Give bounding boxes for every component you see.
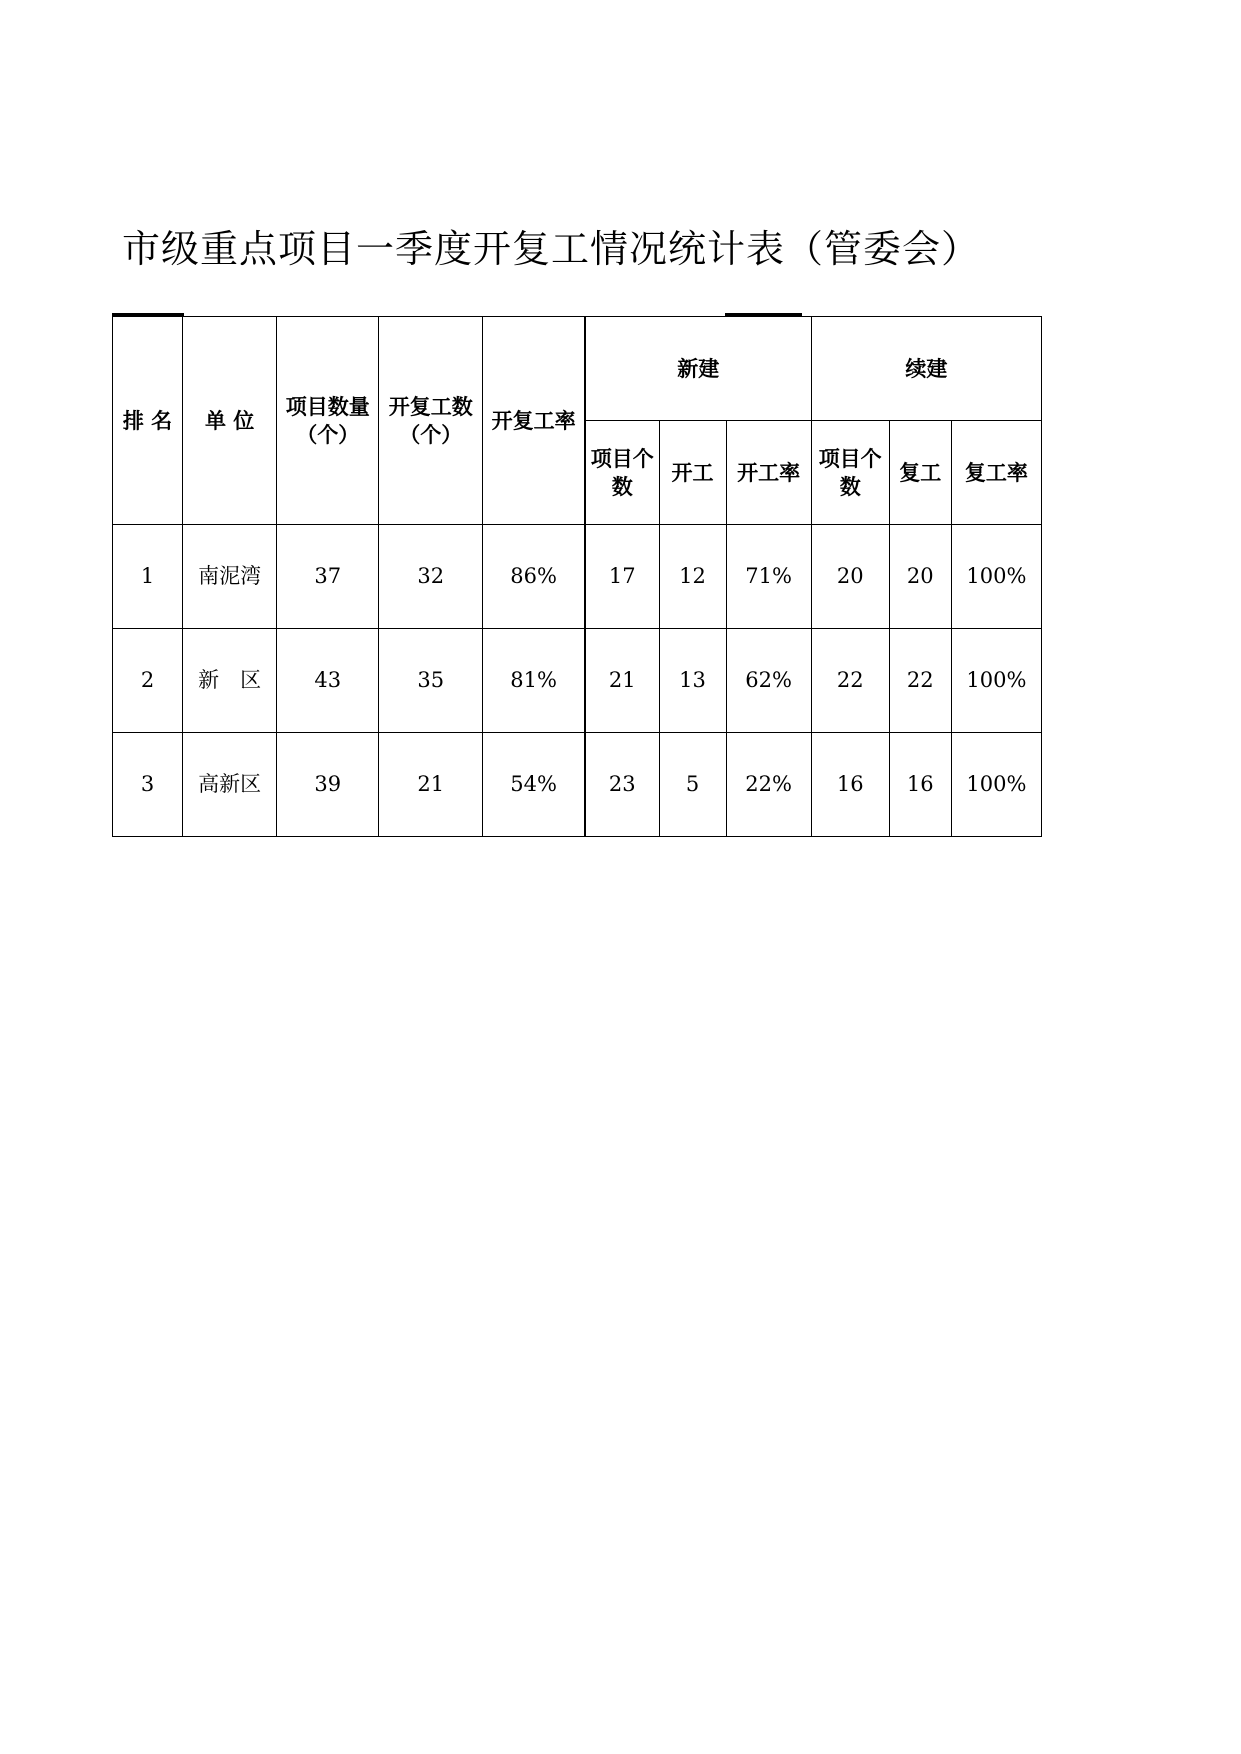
cell-unit: 南泥湾 [183, 525, 277, 629]
cell-unit: 新 区 [183, 629, 277, 733]
header-continued-construction: 续建 [811, 317, 1041, 421]
cell-new-started: 5 [659, 733, 726, 837]
cell-continued-rate: 100% [951, 629, 1041, 733]
header-new-project-count: 项目个数 [585, 421, 659, 525]
header-project-count: 项目数量（个） [277, 317, 379, 525]
cell-project-count: 43 [277, 629, 379, 733]
cell-continued-resumed: 20 [889, 525, 951, 629]
cell-resumed-count: 35 [379, 629, 483, 733]
cell-new-projects: 17 [585, 525, 659, 629]
table-row [113, 629, 1042, 733]
header-edge-mark [112, 313, 184, 317]
cell-new-rate: 71% [726, 525, 811, 629]
cell-new-rate: 22% [726, 733, 811, 837]
cell-new-rate: 62% [726, 629, 811, 733]
header-unit: 单 位 [183, 317, 277, 525]
statistics-sheet [112, 316, 1042, 837]
cell-continued-projects: 20 [811, 525, 889, 629]
cell-continued-resumed: 22 [889, 629, 951, 733]
cell-resumed-count: 21 [379, 733, 483, 837]
cell-new-projects: 23 [585, 733, 659, 837]
cell-project-count: 37 [277, 525, 379, 629]
header-continued-resumed-rate: 复工率 [951, 421, 1041, 525]
cell-rank: 3 [113, 733, 183, 837]
header-new-construction: 新建 [585, 317, 811, 421]
cell-resumed-rate: 86% [483, 525, 585, 629]
cell-resumed-rate: 81% [483, 629, 585, 733]
cell-resumed-rate: 54% [483, 733, 585, 837]
cell-new-projects: 21 [585, 629, 659, 733]
header-new-started-rate: 开工率 [726, 421, 811, 525]
header-continued-resumed: 复工 [889, 421, 951, 525]
header-resumed-count: 开复工数（个） [379, 317, 483, 525]
header-continued-project-count: 项目个数 [811, 421, 889, 525]
header-new-started: 开工 [659, 421, 726, 525]
cell-continued-resumed: 16 [889, 733, 951, 837]
cell-new-started: 13 [659, 629, 726, 733]
cell-continued-projects: 22 [811, 629, 889, 733]
table-row [113, 733, 1042, 837]
cell-continued-projects: 16 [811, 733, 889, 837]
cell-resumed-count: 32 [379, 525, 483, 629]
header-resumed-rate: 开复工率 [483, 317, 585, 525]
page-title: 市级重点项目一季度开复工情况统计表（管委会） [122, 227, 981, 271]
header-edge-mark [725, 313, 802, 317]
cell-continued-rate: 100% [951, 733, 1041, 837]
cell-new-started: 12 [659, 525, 726, 629]
header-rank: 排 名 [113, 317, 183, 525]
statistics-table [112, 316, 1042, 837]
cell-continued-rate: 100% [951, 525, 1041, 629]
cell-unit: 高新区 [183, 733, 277, 837]
cell-project-count: 39 [277, 733, 379, 837]
cell-rank: 1 [113, 525, 183, 629]
cell-rank: 2 [113, 629, 183, 733]
table-row [113, 525, 1042, 629]
